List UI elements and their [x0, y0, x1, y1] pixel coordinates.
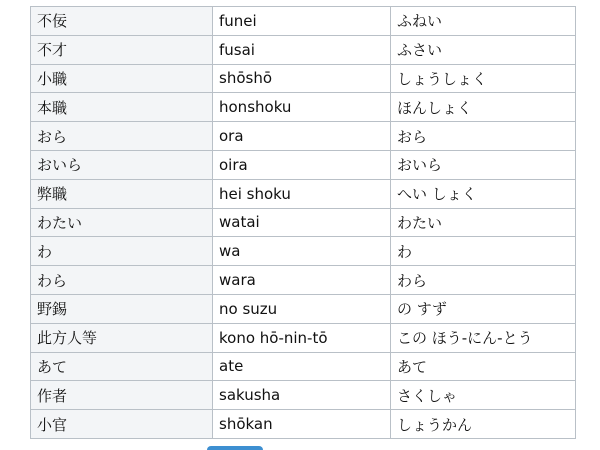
kanji-cell: 小官 [31, 410, 213, 439]
kana-cell: ふねい [391, 7, 576, 36]
kana-cell: さくしゃ [391, 381, 576, 410]
table-row [31, 294, 576, 323]
kana-cell: の すず [391, 294, 576, 323]
kanji-cell: わたい [31, 208, 213, 237]
kanji-cell: 作者 [31, 381, 213, 410]
kanji-cell: 本職 [31, 93, 213, 122]
table-row [31, 381, 576, 410]
romaji-cell: fusai [213, 35, 391, 64]
kanji-cell: おいら [31, 150, 213, 179]
kanji-cell: 此方人等 [31, 323, 213, 352]
kana-cell: しょうかん [391, 410, 576, 439]
bottom-tab[interactable] [207, 446, 263, 450]
kanji-cell: 野錫 [31, 294, 213, 323]
kanji-cell: あて [31, 352, 213, 381]
kana-cell: おいら [391, 150, 576, 179]
table-row [31, 122, 576, 151]
romaji-cell: watai [213, 208, 391, 237]
kana-cell: わたい [391, 208, 576, 237]
romaji-cell: wa [213, 237, 391, 266]
kana-cell: わ [391, 237, 576, 266]
kanji-cell: わら [31, 266, 213, 295]
kanji-cell: おら [31, 122, 213, 151]
table-row [31, 266, 576, 295]
kanji-cell: わ [31, 237, 213, 266]
kanji-cell: 小職 [31, 64, 213, 93]
kanji-cell: 不佞 [31, 7, 213, 36]
table-row [31, 323, 576, 352]
table-row [31, 64, 576, 93]
romaji-cell: honshoku [213, 93, 391, 122]
kana-cell: ほんしょく [391, 93, 576, 122]
romaji-cell: ora [213, 122, 391, 151]
kana-cell: この ほう-にん-とう [391, 323, 576, 352]
table-row [31, 237, 576, 266]
kana-cell: おら [391, 122, 576, 151]
table-row [31, 35, 576, 64]
kana-cell: へい しょく [391, 179, 576, 208]
table-row [31, 208, 576, 237]
kana-cell: わら [391, 266, 576, 295]
table-row [31, 410, 576, 439]
table-row [31, 93, 576, 122]
romaji-cell: wara [213, 266, 391, 295]
table-row [31, 179, 576, 208]
table-row [31, 150, 576, 179]
kanji-cell: 弊職 [31, 179, 213, 208]
table-row [31, 7, 576, 36]
romaji-cell: kono hō-nin-tō [213, 323, 391, 352]
romaji-cell: shōkan [213, 410, 391, 439]
vocabulary-table [30, 6, 576, 439]
romaji-cell: oira [213, 150, 391, 179]
kana-cell: ふさい [391, 35, 576, 64]
kana-cell: しょうしょく [391, 64, 576, 93]
kana-cell: あて [391, 352, 576, 381]
romaji-cell: no suzu [213, 294, 391, 323]
romaji-cell: sakusha [213, 381, 391, 410]
romaji-cell: shōshō [213, 64, 391, 93]
romaji-cell: ate [213, 352, 391, 381]
kanji-cell: 不才 [31, 35, 213, 64]
romaji-cell: hei shoku [213, 179, 391, 208]
table-row [31, 352, 576, 381]
romaji-cell: funei [213, 7, 391, 36]
